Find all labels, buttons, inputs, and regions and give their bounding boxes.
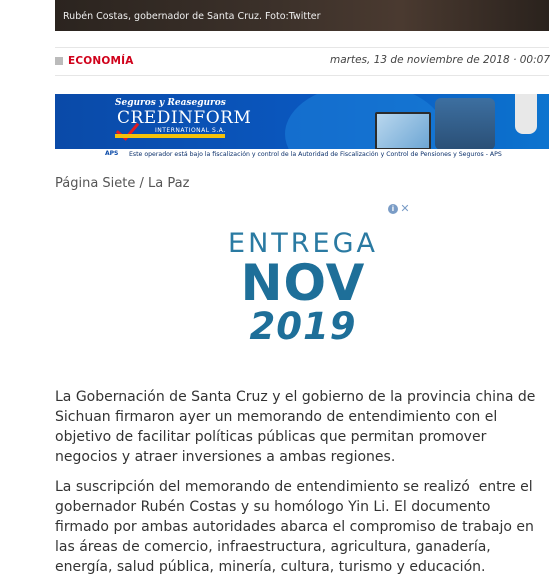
- section-square-icon: [55, 57, 63, 65]
- section-top-divider: [55, 47, 549, 48]
- section-name[interactable]: ECONOMÍA: [68, 55, 134, 67]
- ad-tagline: Seguros y Reaseguros: [115, 98, 226, 108]
- ad-choices[interactable]: [388, 204, 410, 214]
- credinform-ad-banner[interactable]: [55, 94, 549, 160]
- ad-yellow-bar: [115, 134, 225, 138]
- ad-brand: CREDINFORM: [117, 108, 252, 128]
- person-photo: [435, 98, 495, 150]
- promo-entrega[interactable]: ENTREGA: [228, 228, 378, 259]
- article-source: Página Siete / La Paz: [55, 176, 190, 191]
- ad-brand-sub: INTERNATIONAL S.A.: [155, 127, 226, 134]
- article-body: [55, 387, 550, 587]
- aps-logo: APS: [105, 150, 119, 157]
- section-label[interactable]: [55, 55, 134, 67]
- ad-disclaimer-strip: [55, 149, 549, 160]
- promo-year[interactable]: 2019: [249, 305, 357, 348]
- article-photo: [55, 0, 549, 31]
- laptop-icon: [375, 112, 431, 150]
- article-paragraph-2: La suscripción del memorando de entendimiento se realizó entre el gobernador Rubén Costas y su homólogo Yin Li. El documento firmado por ambas autoridades abarca el compromiso de trabajo en las áreas de comercio, infraestructura, agricultura, ganadería, energía, salud pública, minería, cultura, turismo y educación.: [55, 479, 539, 575]
- lamp-icon: [515, 94, 537, 134]
- article-paragraph-1: La Gobernación de Santa Cruz y el gobierno de la provincia china de Sichuan firmaron ayer un memorando de entendimiento con el objetivo de facilitar políticas públicas que permitan promover negocios y atraer inversiones a ambas regiones.: [55, 389, 549, 465]
- close-icon[interactable]: ✕: [400, 202, 410, 215]
- section-bottom-divider: [55, 75, 549, 76]
- ad-disclaimer: Este operador está bajo la fiscalización y control de la Autoridad de Fiscalización y Control de Pensiones y Seguros - APS: [129, 150, 502, 158]
- publish-date: martes, 13 de noviembre de 2018 · 00:07: [330, 54, 550, 66]
- photo-caption: Rubén Costas, gobernador de Santa Cruz. Foto:Twitter: [63, 11, 321, 22]
- info-icon[interactable]: i: [388, 204, 398, 214]
- promo-month[interactable]: NOV: [240, 254, 366, 312]
